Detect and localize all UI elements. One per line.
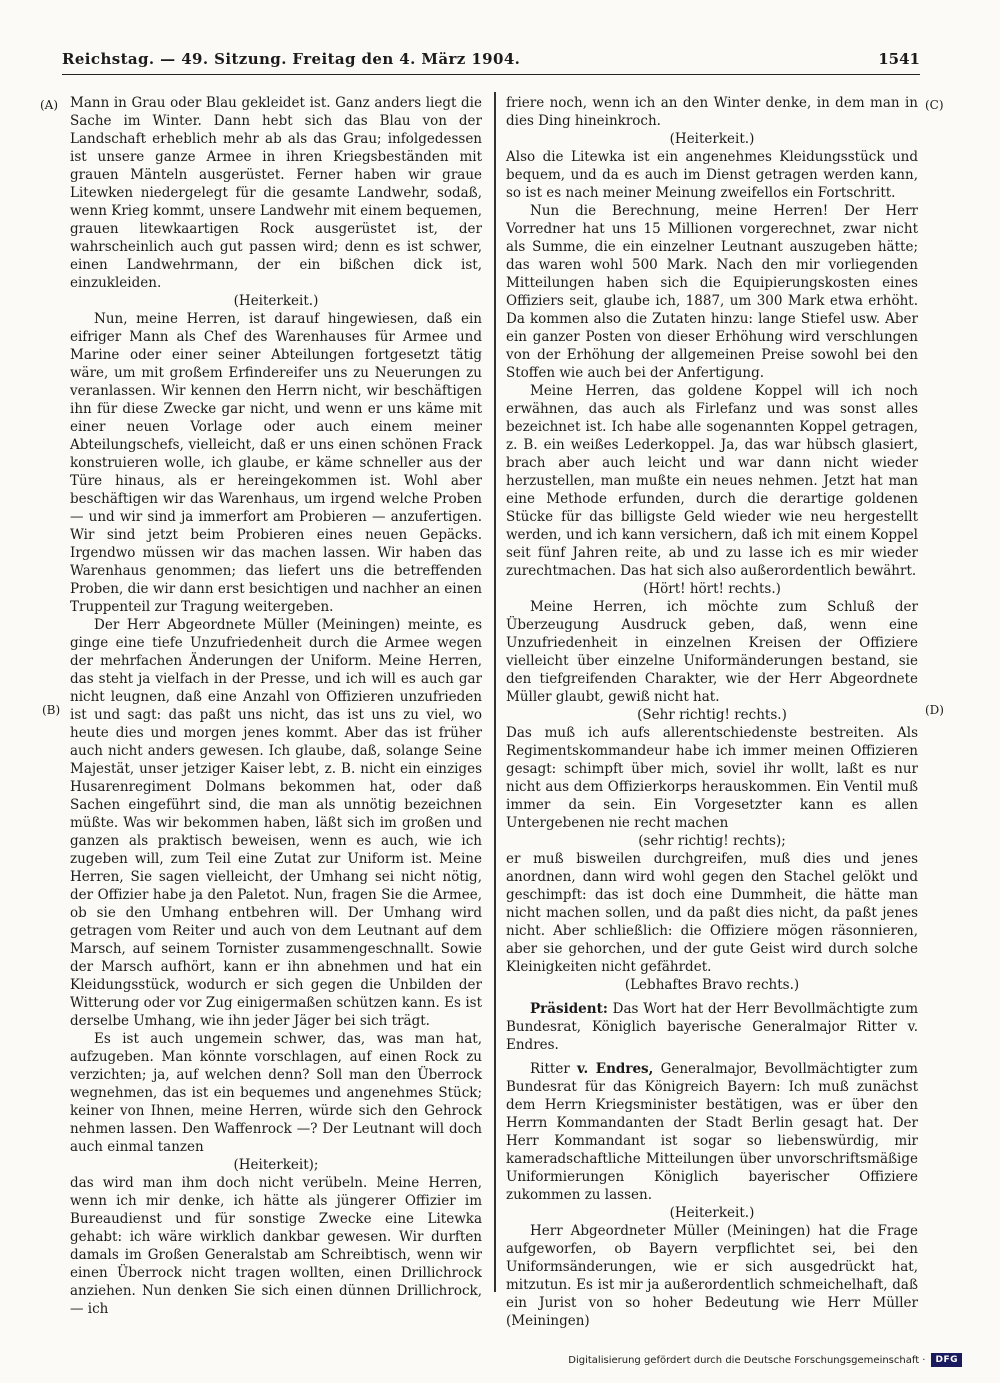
interjection: (Lebhaftes Bravo rechts.)	[624, 977, 800, 993]
column-divider	[494, 92, 496, 1292]
footer	[568, 1353, 962, 1367]
paragraph: Mann in Grau oder Blau gekleidet ist. Ganz anders liegt die Sache im Winter. Dann hebt sich das Blau von der Landschaft erheblich mehr ab als das Grau; infolgedessen ist unsere ganze Armee in ihren Kriegsbeständen mit grauen Mänteln ausgerüstet. Ferner haben wir graue Litewken niedergelegt für die gesamte Landwehr, sodaß, wenn Krieg kommt, unsere Landwehr mit einem bequemen, grauen litewkaartigen Rock ausgerüstet ist, der wahrscheinlich auch gut passen wird; denn es ist schwer, einen Landwehrmann, der ein bißchen dick ist, einzukleiden.	[70, 95, 482, 291]
speaker-title: Ritter	[530, 1061, 570, 1077]
left-column	[70, 94, 482, 1318]
interjection: (Sehr richtig! rechts.)	[637, 707, 787, 723]
paragraph: friere noch, wenn ich an den Winter denke, in dem man in dies Ding hineinkroch.	[506, 95, 918, 129]
paragraph: Es ist auch ungemein schwer, das, was man hat, aufzugeben. Man könnte vorschlagen, auf einen Rock zu verzichten; ja, auf welchen denn? Soll man den Überrock wegnehmen, das ist ein bequemes und angenehmes Stück; keiner von Ihnen, meine Herren, würde sich den Gehrock nehmen lassen. Den Waffenrock —? Der Leutnant will doch auch einmal tanzen	[70, 1031, 482, 1155]
paragraph: er muß bisweilen durchgreifen, muß dies und jenes anordnen, dann wird wohl gegen den Stachel gelökt und geschimpft: das ist doch eine Dummheit, die hätte man nicht machen sollen, und da paßt dies nicht, da paßt jenes nicht. Aber schließlich: die Offiziere mögen räsonnieren, aber sie gehorchen, und der gute Geist wird durch solche Kleinigkeiten nicht gefährdet.	[506, 851, 918, 975]
speaker-paragraph	[506, 1000, 918, 1054]
dfg-logo: DFG	[931, 1353, 962, 1367]
paragraph: Der Herr Abgeordnete Müller (Meiningen) meinte, es ginge eine tiefe Unzufriedenheit durch die Armee wegen der mehrfachen Änderungen der Uniform. Meine Herren, das steht ja vielfach in der Presse, und ich will es auch gar nicht leugnen, daß eine Anzahl von Offizieren unzufrieden ist und sagt: das paßt uns nicht, das ist uns zu viel, wo heute dies und morgen jenes kommt. Aber das ist früher auch nicht anders gewesen. Ich glaube, daß, solange Seine Majestät, unser jetziger Kaiser lebt, z. B. nicht ein einziges Husarenregiment Dolmans bekommen hat, oder daß Sachen eingeführt sind, die man als unnötig bezeichnen müßte. Was wir bekommen haben, läßt sich im großen und ganzen als praktisch beweisen, wenn es auch, wie ich zugeben will, zum Teil eine Zutat zur Uniform ist. Meine Herren, Sie sagen vielleicht, der Umhang sei nicht nötig, der Offizier habe ja den Paletot. Nun, fragen Sie die Armee, ob sie den Umhang entbehren will. Der Umhang wird getragen vom Reiter und auch von dem Leutnant auf dem Marsch, auf seinem Tornister zusammengeschnallt. Sowie der Marsch aufhört, kann er ihn abnehmen und hat ein Kleidungsstück, wodurch er sich gegen die Unbilden der Witterung oder vor Zug einigermaßen schützen kann. Es ist derselbe Umhang, wie ihn jeder Jäger bei sich trägt.	[70, 617, 482, 1029]
interjection: (Heiterkeit.)	[669, 1205, 755, 1221]
interjection: (Hört! hört! rechts.)	[643, 581, 781, 597]
paragraph: Meine Herren, ich möchte zum Schluß der Überzeugung Ausdruck geben, daß, wenn eine Unzufriedenheit in einzelnen Kreisen der Offiziere vielleicht über einzelne Uniformänderungen bestand, sie den tiefgreifenden Charakter, wie der Herr Abgeordnete Müller glaubt, gewiß nicht hat.	[506, 599, 918, 705]
speaker-text: Das Wort hat der Herr Bevollmächtigte zum Bundesrat, Königlich bayerische Generalmajor Ritter v. Endres.	[506, 1001, 918, 1053]
paragraph: Herr Abgeordneter Müller (Meiningen) hat die Frage aufgeworfen, ob Bayern verpflichtet sei, bei den Uniformsänderungen, wie er sich ausgedrückt hat, mitzutun. Es ist mir ja außerordentlich schmeichelhaft, daß ein Jurist von so hoher Bedeutung wie Herr Müller (Meiningen)	[506, 1223, 918, 1329]
page-number: 1541	[878, 50, 920, 68]
paragraph: Das muß ich aufs allerentschiedenste bestreiten. Als Regimentskommandeur habe ich immer meinen Offizieren gesagt: schimpft über mich, soviel ihr wollt, laßt es nur nicht aus dem Offizierkorps herauskommen. Ein Ventil muß immer da sein. Ein Vorgesetzter kann es allen Untergebenen nie recht machen	[506, 725, 918, 831]
paragraph: Meine Herren, das goldene Koppel will ich noch erwähnen, das auch als Firlefanz und was sonst alles bezeichnet ist. Ich habe alle sogenannten Koppel getragen, z. B. ein weißes Lederkoppel. Ja, das war hübsch glasiert, brach aber auch leicht und war dann nicht wieder herzustellen, man mußte ein neues nehmen. Jetzt hat man eine Methode erfunden, durch die derartige goldenen Stücke für das billigste Geld wieder wie neu hergestellt werden, und ich kann versichern, daß ich mit einem Koppel seit fünf Jahren reite, ab und zu lasse ich es mir wieder zurechtmachen. Das hat sich also außerordentlich bewährt.	[506, 383, 918, 579]
paragraph: Nun, meine Herren, ist darauf hingewiesen, daß ein eifriger Mann als Chef des Warenhauses für Armee und Marine oder einer seiner Abteilungen fortgesetzt tätig wäre, um mit großem Erfindereifer uns zu Neuerungen zu veranlassen. Wir kennen den Herrn nicht, wir beschäftigen ihn für diese Zwecke gar nicht, und wenn er uns käme mit einer neuen Vorlage oder auch einem meiner Abteilungschefs, vielleicht, daß er uns einen schönen Frack konstruieren wolle, ich glaube, er käme schneller aus der Türe hinaus, als er hereingekommen ist. Wohl aber beschäftigen wir das Warenhaus, um irgend welche Proben — und wir sind ja immerfort am Probieren — anzufertigen. Wir sind jetzt beim Probieren eines neuen Gepäcks. Irgendwo müssen wir das machen lassen. Wir haben das Warenhaus genommen; das liefert uns die betreffenden Proben, die wir dann erst besichtigen und nachher an einen Truppenteil zur Tragung weitergeben.	[70, 311, 482, 615]
right-column	[506, 94, 918, 1330]
margin-marker-b: (B)	[42, 703, 61, 717]
page-header	[62, 44, 920, 75]
interjection: (sehr richtig! rechts);	[638, 833, 786, 849]
header-title: Reichstag. — 49. Sitzung. Freitag den 4. März 1904.	[62, 50, 521, 68]
interjection: (Heiterkeit.)	[233, 293, 319, 309]
speaker-president: Präsident:	[530, 1001, 608, 1017]
interjection: (Heiterkeit.)	[669, 131, 755, 147]
paragraph: Nun die Berechnung, meine Herren! Der Herr Vorredner hat uns 15 Millionen vorgerechnet, zwar nicht als Summe, die ein einzelner Leutnant auszugeben hätte; das waren wohl 500 Mark. Nach den mir vorliegenden Mitteilungen haben sich die Equipierungskosten eines Offiziers seit, glaube ich, 1887, um 300 Mark etwa erhöht. Da kommen also die Zutaten hinzu: lange Stiefel usw. Aber ein ganzer Posten von dieser Erhöhung wird verschlungen von der Erhöhung der allgemeinen Preise sowohl bei den Stoffen wie auch bei der Anfertigung.	[506, 203, 918, 381]
margin-marker-c: (C)	[925, 98, 944, 112]
margin-marker-d: (D)	[925, 703, 944, 717]
margin-marker-a: (A)	[40, 98, 59, 112]
footer-credit: Digitalisierung gefördert durch die Deutsche Forschungsgemeinschaft ·	[568, 1354, 926, 1366]
speaker-endres: v. Endres,	[577, 1061, 654, 1077]
paragraph: das wird man ihm doch nicht verübeln. Meine Herren, wenn ich mir denke, ich hätte als jüngerer Offizier im Bureaudienst und für sonstige Zwecke eine Litewka gehabt: ich wäre wirklich dankbar gewesen. Wir durften damals im Großen Generalstab am Schreibtisch, wenn wir einen Überrock nicht tragen wollten, einen Drillichrock anziehen. Nun denken Sie sich einen dünnen Drillichrock, — ich	[70, 1175, 482, 1317]
speaker-paragraph	[506, 1060, 918, 1204]
paragraph: Also die Litewka ist ein angenehmes Kleidungsstück und bequem, und da es auch im Dienst getragen werden kann, so ist es nach meiner Meinung zweifellos ein Fortschritt.	[506, 149, 918, 201]
interjection: (Heiterkeit);	[233, 1157, 319, 1173]
speaker-text: Generalmajor, Bevollmächtigter zum Bundesrat für das Königreich Bayern: Ich muß zunächst dem Herrn Kriegsminister bestätigen, was er über den Herrn Kommandanten der Stadt Berlin gesagt hat. Der Herr Kommandant ist sogar so liebenswürdig, mir kameradschaftliche Mitteilungen über unvorschriftsmäßige Uniformierungen Königlich bayerischer Offiziere zukommen zu lassen.	[506, 1061, 918, 1203]
